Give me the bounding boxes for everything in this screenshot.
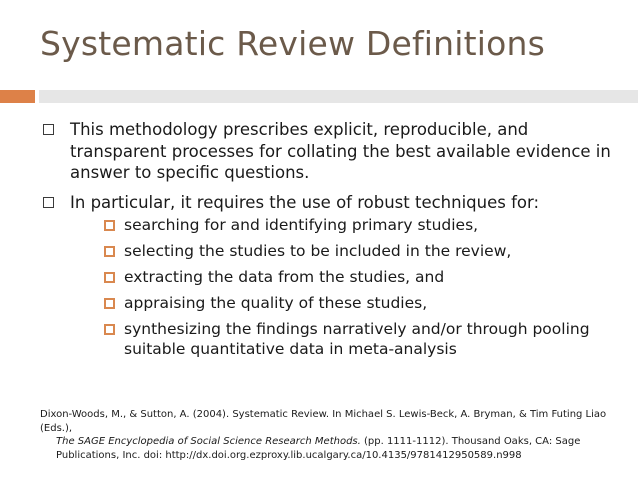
sub-bullet-text: synthesizing the findings narratively and/or through pooling suitable quantitative data in meta-analysis [124, 320, 590, 358]
title-rule-accent [0, 90, 35, 103]
orange-square-bullet-icon [104, 246, 115, 257]
bullet-list [40, 119, 625, 367]
slide-title: Systematic Review Definitions [40, 24, 546, 63]
sub-bullet-item [102, 267, 625, 287]
orange-square-bullet-icon [104, 272, 115, 283]
sub-bullet-text: appraising the quality of these studies, [124, 294, 428, 312]
citation-book-title: The SAGE Encyclopedia of Social Science Research Methods. [56, 436, 361, 447]
orange-square-bullet-icon [104, 220, 115, 231]
sub-bullet-list [102, 215, 625, 359]
bullet-item [40, 119, 625, 184]
sub-bullet-text: extracting the data from the studies, and [124, 268, 445, 286]
sub-bullet-item [102, 241, 625, 261]
citation-line-3: Publications, Inc. doi: http://dx.doi.org.ezproxy.lib.ucalgary.ca/10.4135/9781412950589.n998 [56, 449, 522, 461]
bullet-text: This methodology prescribes explicit, reproducible, and transparent processes for collating the best available evidence in answer to specific questions. [70, 120, 611, 182]
citation-line-1: Dixon-Woods, M., & Sutton, A. (2004). Systematic Review. In Michael S. Lewis-Beck, A. Bryman, & Tim Futing Liao (Eds.), [40, 409, 607, 434]
square-bullet-icon [43, 197, 54, 208]
sub-bullet-text: searching for and identifying primary studies, [124, 216, 479, 234]
citation-line-2 [40, 435, 630, 449]
bullet-item [40, 192, 625, 360]
sub-bullet-item [102, 215, 625, 235]
sub-bullet-item [102, 319, 625, 359]
square-bullet-icon [43, 124, 54, 135]
title-rule [39, 90, 638, 103]
citation-pages-publisher: (pp. 1111-1112). Thousand Oaks, CA: Sage [360, 436, 581, 447]
bullet-text: In particular, it requires the use of robust techniques for: [70, 192, 540, 212]
orange-square-bullet-icon [104, 324, 115, 335]
orange-square-bullet-icon [104, 298, 115, 309]
sub-bullet-item [102, 293, 625, 313]
citation [40, 408, 630, 462]
sub-bullet-text: selecting the studies to be included in the review, [124, 242, 512, 260]
